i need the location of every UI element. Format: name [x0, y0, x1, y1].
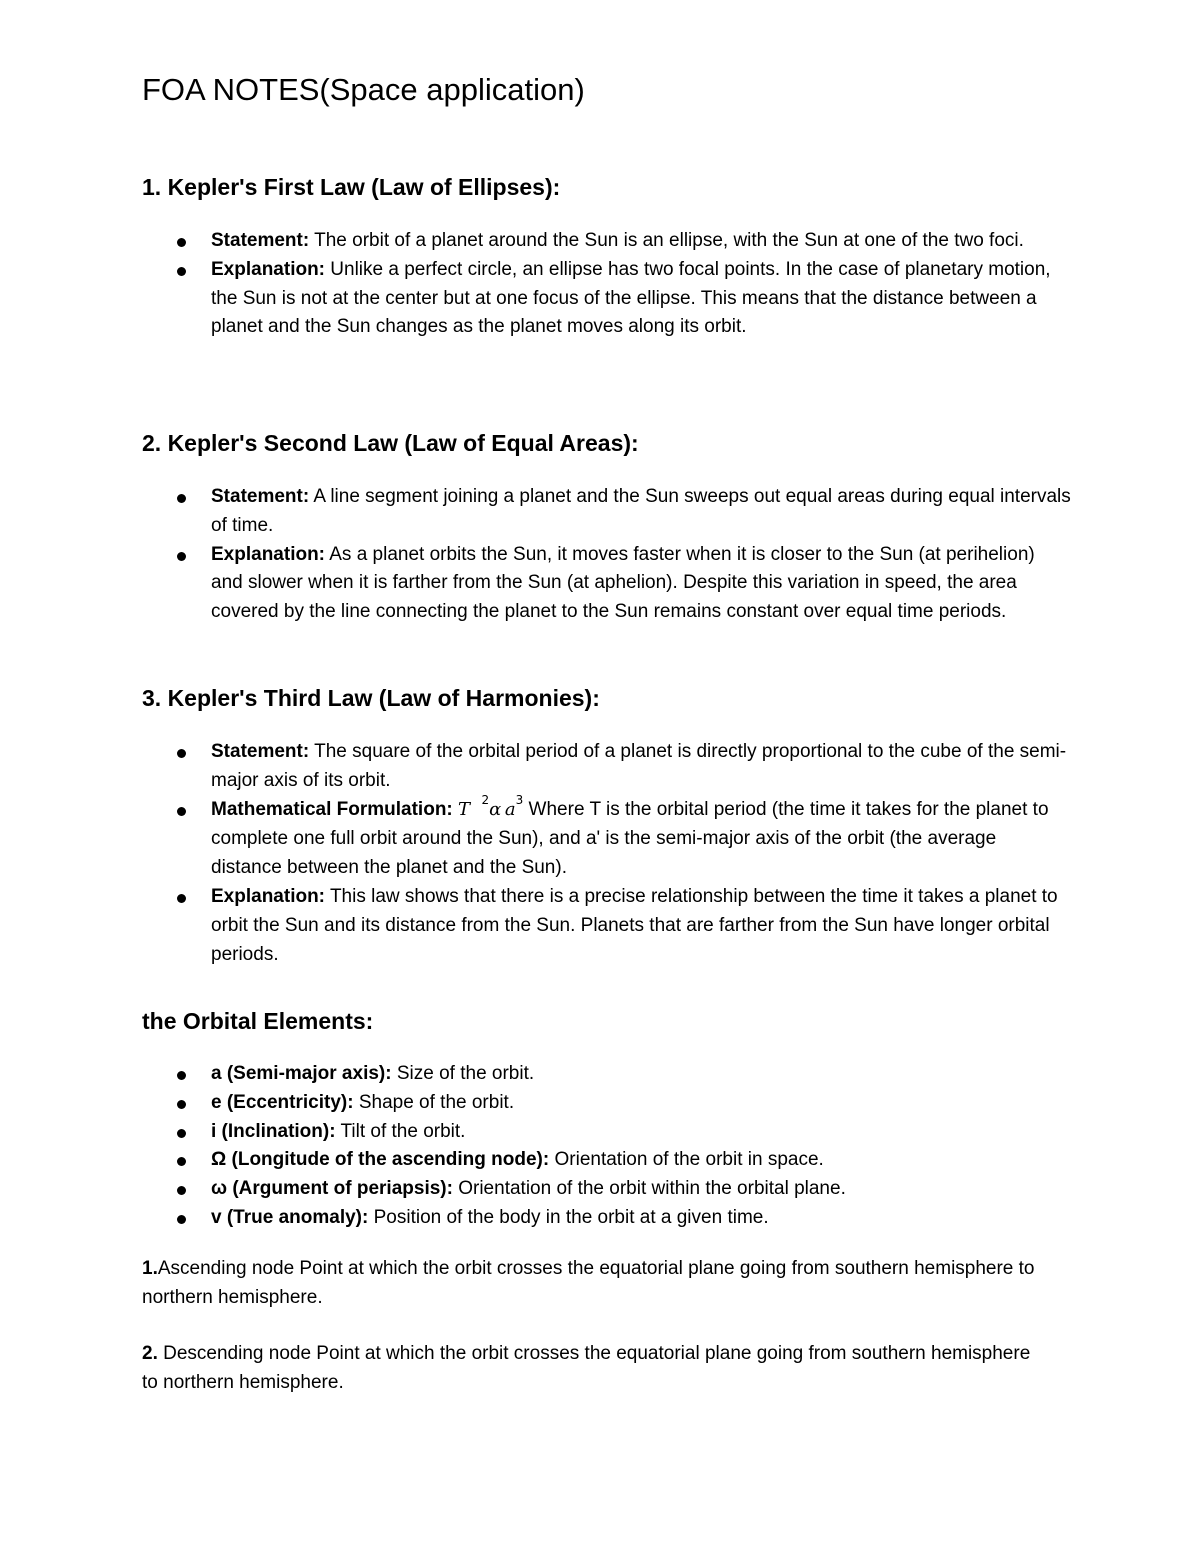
second-law-list — [0, 483, 1071, 627]
item-text: This law shows that there is a precise relationship between the time it takes a planet to orbit the Sun and its distance from the Sun. Planets that are farther from the Sun have longer orbital periods. — [211, 885, 1058, 965]
item-text: Position of the body in the orbit at a given time. — [368, 1206, 769, 1228]
list-item — [0, 483, 1071, 541]
section-heading-keplers-second-law: 2. Kepler's Second Law (Law of Equal Areas): — [142, 430, 639, 456]
paragraph-text: Ascending node Point at which the orbit crosses the equatorial plane going from southern hemisphere to northern hemisphere. — [142, 1258, 1035, 1308]
formula-period: T — [458, 798, 471, 820]
section-heading-keplers-third-law: 3. Kepler's Third Law (Law of Harmonies): — [142, 685, 600, 711]
paragraph-text: Descending node Point at which the orbit crosses the equatorial plane going from southern hemisphere to northern hemisphere. — [142, 1343, 1031, 1393]
item-label: Explanation: — [211, 885, 326, 907]
paragraph-number: 1. — [142, 1258, 158, 1279]
item-text: A line segment joining a planet and the Sun sweeps out equal areas during equal intervals of time. — [211, 486, 1071, 536]
item-text: The orbit of a planet around the Sun is an ellipse, with the Sun at one of the two foci. — [309, 230, 1024, 251]
ascending-node-paragraph — [142, 1255, 1042, 1313]
item-text: As a planet orbits the Sun, it moves faster when it is closer to the Sun (at perihelion) and slower when it is farther from the Sun (at aphelion). Despite this variation in speed, the area covered by the line connecting the planet to the Sun remains constant over equal time periods. — [211, 543, 1035, 623]
list-item — [0, 227, 1071, 256]
section-heading-orbital-elements: the Orbital Elements: — [142, 1008, 374, 1034]
list-item — [0, 1089, 1111, 1118]
item-text: Tilt of the orbit. — [335, 1120, 466, 1142]
list-item — [0, 792, 1071, 883]
first-law-list — [0, 227, 1071, 342]
item-text: Unlike a perfect circle, an ellipse has two focal points. In the case of planetary motion, the Sun is not at the center but at one focus of the ellipse. This means that the distance between a planet and the Sun changes as the planet moves along its orbit. — [211, 258, 1051, 338]
list-item — [0, 541, 1071, 627]
formula-proportional-symbol: α — [489, 798, 502, 820]
item-text: Orientation of the orbit within the orbital plane. — [452, 1178, 846, 1200]
item-label: Statement: — [211, 230, 310, 251]
list-item — [0, 738, 1071, 796]
paragraph-number: 2. — [142, 1343, 158, 1364]
item-label: Ω (Longitude of the ascending node): — [211, 1149, 550, 1171]
item-label: Statement: — [211, 486, 310, 507]
list-item — [0, 1118, 1111, 1147]
item-label: a (Semi-major axis): — [211, 1063, 392, 1084]
item-text: Where T is the orbital period (the time it takes for the planet to complete one full orbit around the Sun), and a' is the semi-major axis of the orbit (the average distance between the planet and the Sun). — [211, 798, 1049, 879]
item-text: The square of the orbital period of a planet is directly proportional to the cube of the semi-major axis of its orbit. — [211, 741, 1067, 791]
list-item — [0, 1175, 1111, 1204]
formula-axis-exponent: 3 — [515, 792, 524, 807]
item-label: i (Inclination): — [211, 1120, 336, 1142]
item-label: e (Eccentricity): — [211, 1091, 354, 1113]
list-item — [0, 1146, 1111, 1175]
item-label: Mathematical Formulation: — [211, 798, 453, 820]
list-item — [0, 1060, 1111, 1089]
list-item — [0, 883, 1071, 969]
item-text: Size of the orbit. — [391, 1063, 535, 1084]
item-text: Orientation of the orbit in space. — [549, 1149, 824, 1171]
item-label: v (True anomaly): — [211, 1206, 369, 1228]
section-heading-keplers-first-law: 1. Kepler's First Law (Law of Ellipses): — [142, 174, 561, 200]
list-item — [0, 256, 1071, 342]
item-label: Explanation: — [211, 258, 326, 280]
formula-period-exponent: 2 — [481, 792, 490, 807]
document-title: FOA NOTES(Space application) — [142, 72, 585, 107]
formula-axis: a — [504, 798, 516, 820]
kepler-formula — [458, 792, 524, 820]
list-item — [0, 1204, 1111, 1233]
item-text: Shape of the orbit. — [353, 1091, 515, 1113]
item-label: Explanation: — [211, 543, 326, 565]
orbital-elements-list — [0, 1060, 1111, 1233]
third-law-list — [0, 738, 1071, 969]
descending-node-paragraph — [142, 1340, 1042, 1398]
item-label: ω (Argument of periapsis): — [211, 1178, 453, 1200]
item-label: Statement: — [211, 741, 310, 762]
